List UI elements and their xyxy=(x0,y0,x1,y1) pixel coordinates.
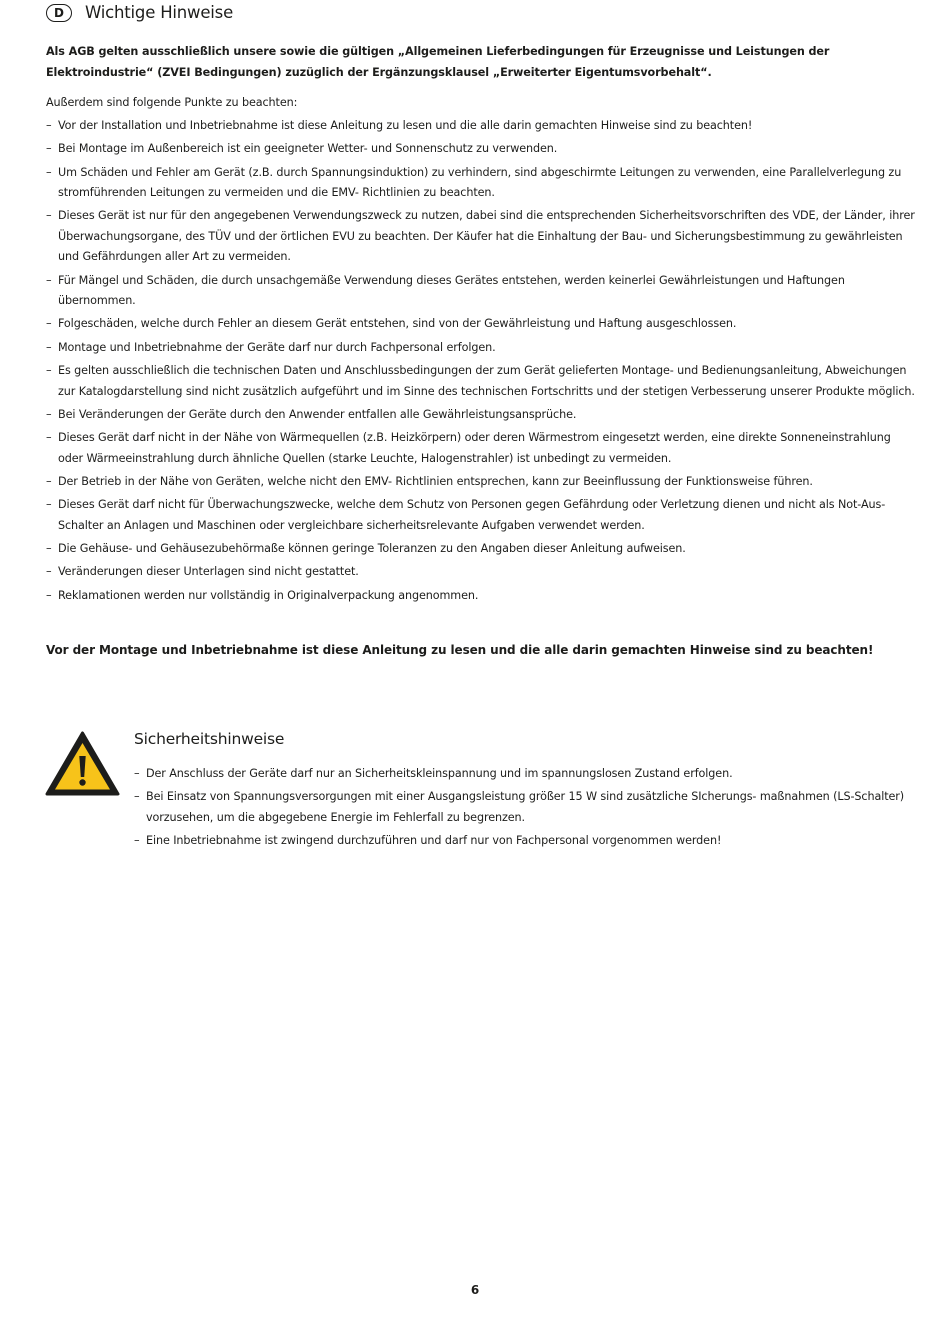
list-item: – Der Anschluss der Geräte darf nur an Sicherheitskleinspannung und im spannungslosen Zustand erfolgen. xyxy=(134,764,914,785)
page-title: Wichtige Hinweise xyxy=(85,3,234,22)
list-item: – Es gelten ausschließlich die technischen Daten und Anschlussbedingungen der zum Gerät gelieferten Montage- und Bedienungsanleitung, Abweichungen zur Katalogdarstellung sind nicht zusätzlich aufgeführt und im Sinne des technischen Fortschritts und der stetigen Verbesserung unserer Produkte möglich. xyxy=(46,361,916,402)
list-item: – Reklamationen werden nur vollständig in Originalverpackung angenommen. xyxy=(46,586,916,607)
notes-list xyxy=(46,116,916,609)
terms-intro: Als AGB gelten ausschließlich unsere sowie die gültigen „Allgemeinen Lieferbedingungen für Erzeugnisse und Leistungen der Elektroindustrie“ (ZVEI Bedingungen) zuzüglich der Ergänzungsklausel „Erweiterter Eigentumsvorbehalt“. xyxy=(46,45,830,79)
language-badge: D xyxy=(46,4,72,22)
list-item: – Folgeschäden, welche durch Fehler an diesem Gerät entstehen, sind von der Gewährleistung und Haftung ausgeschlossen. xyxy=(46,314,916,335)
section-header xyxy=(46,3,233,22)
list-item: – Bei Veränderungen der Geräte durch den Anwender entfallen alle Gewährleistungsansprüche. xyxy=(46,405,916,426)
safety-title: Sicherheitshinweise xyxy=(134,730,285,748)
list-item: – Der Betrieb in der Nähe von Geräten, welche nicht den EMV- Richtlinien entsprechen, kann zur Beeinflussung der Funktionsweise führen. xyxy=(46,472,916,493)
list-item: – Vor der Installation und Inbetriebnahme ist diese Anleitung zu lesen und die alle darin gemachten Hinweise sind zu beachten! xyxy=(46,116,916,137)
points-lead: Außerdem sind folgende Punkte zu beachten: xyxy=(46,96,298,109)
list-item: – Montage und Inbetriebnahme der Geräte darf nur durch Fachpersonal erfolgen. xyxy=(46,338,916,359)
list-item: – Dieses Gerät ist nur für den angegebenen Verwendungszweck zu nutzen, dabei sind die entsprechenden Sicherheitsvorschriften des VDE, der Länder, ihrer Überwachungsorgane, des TÜV und der örtlichen EVU zu beachten. Der Käufer hat die Einhaltung der Bau- und Sicherungsbestimmung zu gewährleisten und Gefährdungen aller Art zu vermeiden. xyxy=(46,206,916,268)
list-item: – Um Schäden und Fehler am Gerät (z.B. durch Spannungsinduktion) zu verhindern, sind abgeschirmte Leitungen zu verwenden, eine Parallelverlegung zu stromführenden Leitungen zu vermeiden und die EMV- Richtlinien zu beachten. xyxy=(46,163,916,204)
list-item: – Bei Einsatz von Spannungsversorgungen mit einer Ausgangsleistung größer 15 W sind zusätzliche SIcherungs- maßnahmen (LS-Schalter) vorzusehen, um die abgegebene Energie im Fehlerfall zu begrenzen. xyxy=(134,787,914,828)
warning-triangle-icon xyxy=(45,731,120,797)
list-item: – Dieses Gerät darf nicht in der Nähe von Wärmequellen (z.B. Heizkörpern) oder deren Wärmestrom eingesetzt werden, eine direkte Sonneneinstrahlung oder Wärmeeinstrahlung durch ähnliche Quellen (starke Leuchte, Halogenstrahler) ist unbedingt zu vermeiden. xyxy=(46,428,916,469)
list-item: – Dieses Gerät darf nicht für Überwachungszwecke, welche dem Schutz von Personen gegen Gefährdung oder Verletzung dienen und nicht als Not-Aus-Schalter an Anlagen und Maschinen oder vergleichbare sicherheitsrelevante Aufgaben verwendet werden. xyxy=(46,495,916,536)
page-number: 6 xyxy=(470,1283,480,1297)
closing-notice: Vor der Montage und Inbetriebnahme ist diese Anleitung zu lesen und die alle darin gemachten Hinweise sind zu beachten! xyxy=(46,643,874,657)
list-item: – Für Mängel und Schäden, die durch unsachgemäße Verwendung dieses Gerätes entstehen, werden keinerlei Gewährleistungen und Haftungen übernommen. xyxy=(46,271,916,312)
list-item: – Eine Inbetriebnahme ist zwingend durchzuführen und darf nur von Fachpersonal vorgenommen werden! xyxy=(134,831,914,852)
list-item: – Die Gehäuse- und Gehäusezubehörmaße können geringe Toleranzen zu den Angaben dieser Anleitung aufweisen. xyxy=(46,539,916,560)
safety-list xyxy=(134,764,914,854)
list-item: – Veränderungen dieser Unterlagen sind nicht gestattet. xyxy=(46,562,916,583)
list-item: – Bei Montage im Außenbereich ist ein geeigneter Wetter- und Sonnenschutz zu verwenden. xyxy=(46,139,916,160)
